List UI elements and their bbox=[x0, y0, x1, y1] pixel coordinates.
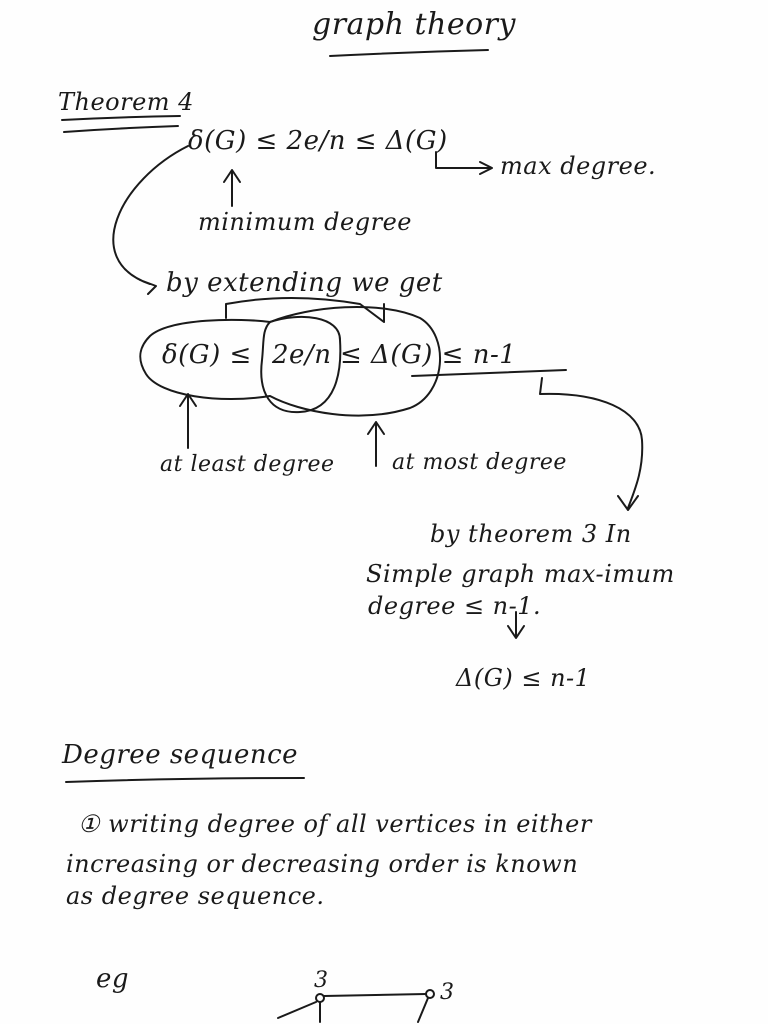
at-most-arrow bbox=[368, 422, 384, 466]
at-most-degree-note: at most degree bbox=[392, 450, 567, 475]
title-underline bbox=[330, 50, 488, 56]
extending-note: by extending we get bbox=[166, 268, 443, 298]
theorem-3-line-3: degree ≤ n-1. bbox=[368, 592, 542, 620]
inequality-extended-right: ≤ Δ(G) ≤ n-1 bbox=[340, 340, 517, 370]
extending-brace bbox=[226, 298, 384, 322]
definition-line-3: as degree sequence. bbox=[66, 882, 325, 910]
inequality-extended-left: δ(G) ≤ bbox=[162, 340, 252, 370]
inequality-underline bbox=[412, 370, 566, 376]
theorem-3-line-1: by theorem 3 In bbox=[430, 520, 632, 548]
result-line: Δ(G) ≤ n-1 bbox=[456, 664, 591, 692]
max-degree-note: max degree. bbox=[500, 152, 657, 180]
inequality-extended-middle: 2e/n bbox=[272, 340, 332, 370]
n-minus-one-arrow bbox=[540, 378, 642, 510]
at-least-degree-note: at least degree bbox=[160, 452, 335, 477]
definition-line-1: ① writing degree of all vertices in either bbox=[78, 810, 592, 838]
graph-vertex-1 bbox=[316, 994, 324, 1002]
section-heading: Degree sequence bbox=[62, 740, 299, 770]
vertex-degree-label-1: 3 bbox=[314, 968, 329, 993]
graph-vertex-2 bbox=[426, 990, 434, 998]
definition-line-2: increasing or decreasing order is known bbox=[66, 850, 579, 878]
at-least-arrow bbox=[180, 394, 196, 448]
theorem-3-line-2: Simple graph max-imum bbox=[366, 560, 675, 588]
min-degree-arrow bbox=[224, 170, 240, 206]
vertex-degree-label-2: 3 bbox=[440, 980, 455, 1005]
theorem-heading: Theorem 4 bbox=[58, 88, 194, 116]
page-title: graph theory bbox=[312, 7, 516, 42]
example-label: eg bbox=[96, 964, 130, 994]
theorem-underline bbox=[62, 116, 180, 132]
graph-edge-right-down bbox=[418, 998, 428, 1022]
graph-edge-left bbox=[278, 1002, 316, 1018]
inequality-min-avg-max: δ(G) ≤ 2e/n ≤ Δ(G) bbox=[188, 126, 448, 156]
min-degree-note: minimum degree bbox=[198, 208, 412, 236]
graph-edge-top bbox=[324, 994, 426, 996]
section-underline bbox=[66, 778, 304, 782]
